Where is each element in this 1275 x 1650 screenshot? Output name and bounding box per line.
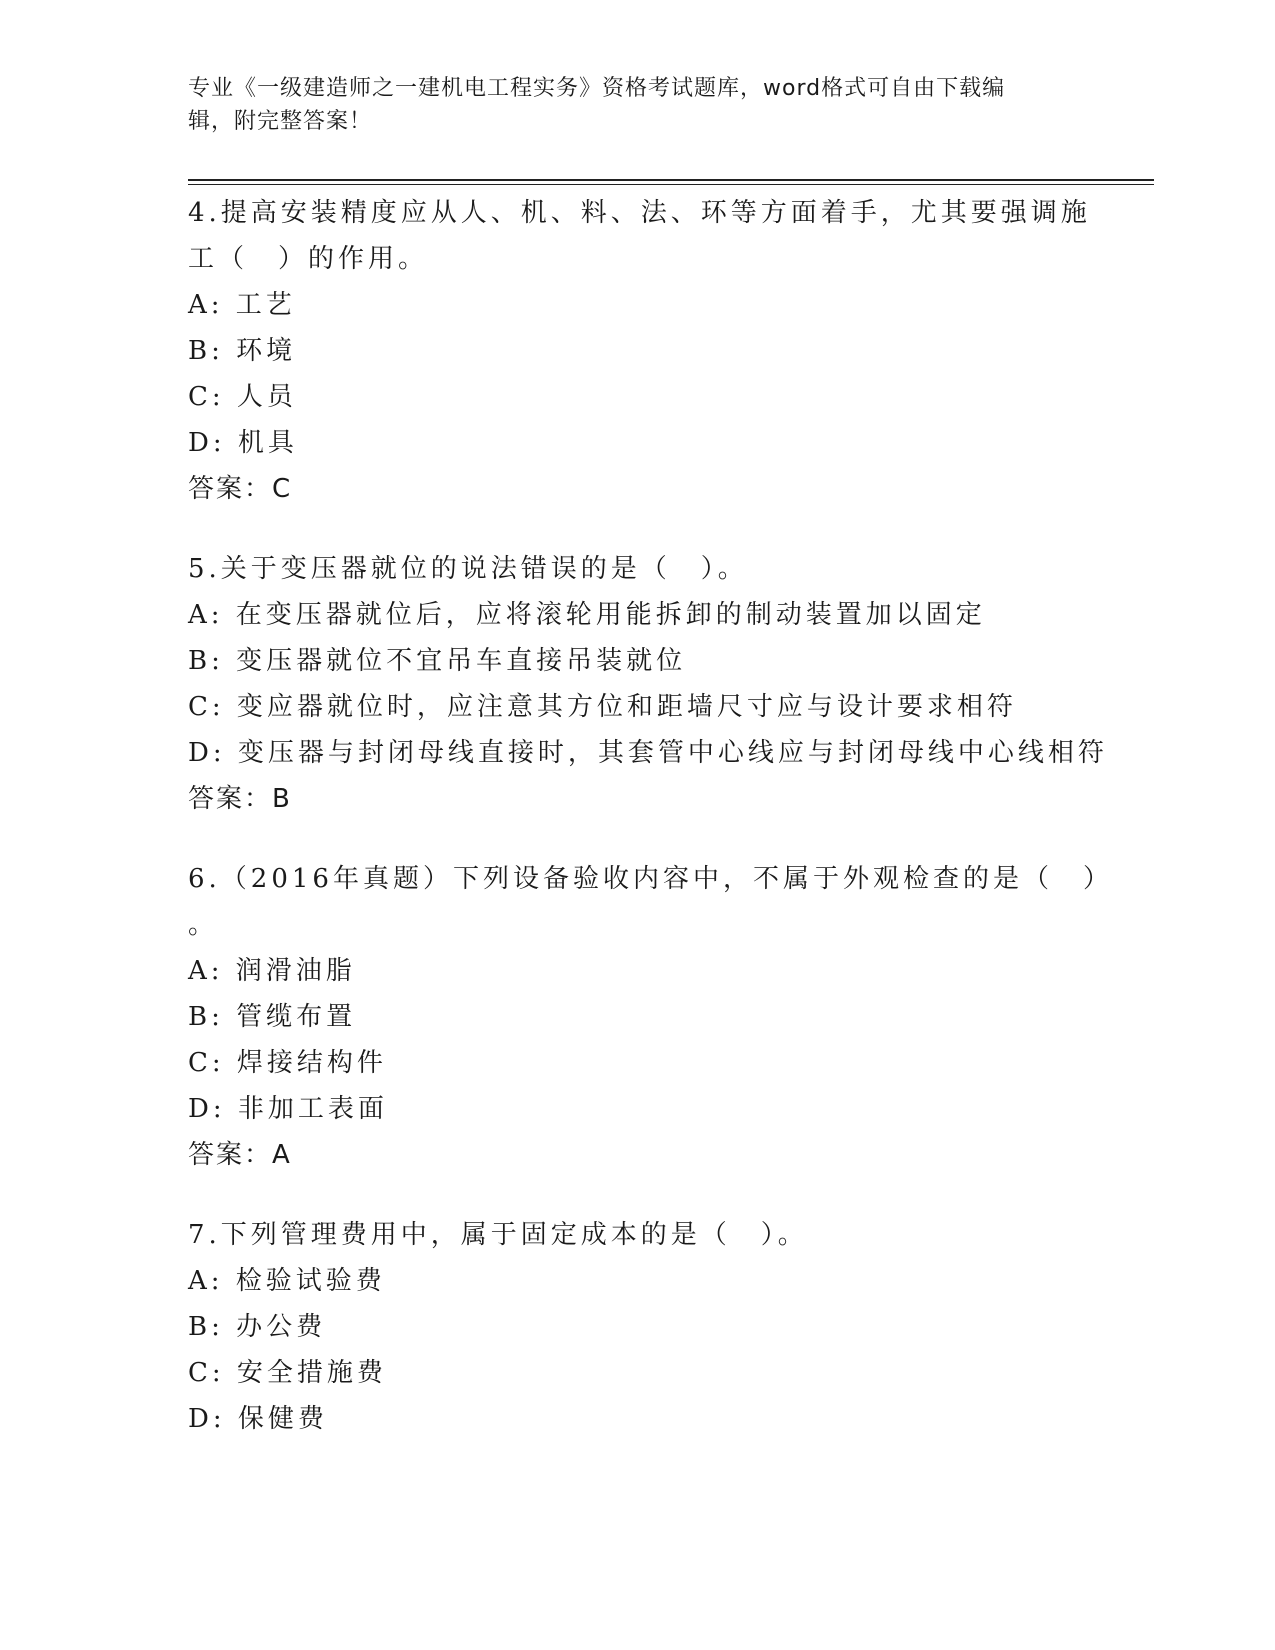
question-stem-line: 。 (188, 910, 219, 940)
option-d: D: 非加工表面 (188, 1094, 388, 1124)
option-c: C: 变应器就位时，应注意其方位和距墙尺寸应与设计要求相符 (188, 692, 1017, 722)
question-4 (188, 190, 1108, 512)
option-c: C: 人员 (188, 382, 297, 412)
header-rule-thick (188, 179, 1154, 181)
option-c: C: 焊接结构件 (188, 1048, 387, 1078)
question-6 (188, 856, 1113, 1178)
question-stem-line: 7.下列管理费用中，属于固定成本的是（ ）。 (188, 1220, 808, 1250)
option-d: D: 机具 (188, 428, 298, 458)
question-7 (188, 1212, 1108, 1442)
question-stem-line: 5.关于变压器就位的说法错误的是（ ）。 (188, 554, 748, 584)
answer-line: 答案：B (188, 784, 292, 814)
option-d: D: 变压器与封闭母线直接时，其套管中心线应与封闭母线中心线相符 (188, 738, 1108, 768)
option-a: A: 在变压器就位后，应将滚轮用能拆卸的制动装置加以固定 (188, 600, 986, 630)
question-stem-line: 6.（2016年真题）下列设备验收内容中，不属于外观检查的是（ ） (188, 864, 1113, 894)
document-header (188, 72, 1088, 138)
option-b: B: 管缆布置 (188, 1002, 357, 1032)
option-b: B: 环境 (188, 336, 297, 366)
option-c: C: 安全措施费 (188, 1358, 387, 1388)
option-a: A: 检验试验费 (188, 1266, 386, 1296)
answer-line: 答案：C (188, 474, 293, 504)
option-a: A: 润滑油脂 (188, 956, 356, 986)
option-b: B: 办公费 (188, 1312, 327, 1342)
header-line-2: 辑，附完整答案！ (188, 109, 373, 134)
question-stem-line: 4.提高安装精度应从人、机、料、法、环等方面着手，尤其要强调施 (188, 198, 1091, 228)
option-a: A: 工艺 (188, 290, 296, 320)
option-d: D: 保健费 (188, 1404, 328, 1434)
header-line-1: 专业《一级建造师之一建机电工程实务》资格考试题库，word格式可自由下载编 (188, 76, 1006, 101)
question-stem-line: 工（ ）的作用。 (188, 244, 429, 274)
question-5 (188, 546, 1108, 822)
question-list (188, 190, 1113, 1476)
header-rule-thin (188, 184, 1154, 185)
option-b: B: 变压器就位不宜吊车直接吊装就位 (188, 646, 687, 676)
answer-line: 答案：A (188, 1140, 292, 1170)
